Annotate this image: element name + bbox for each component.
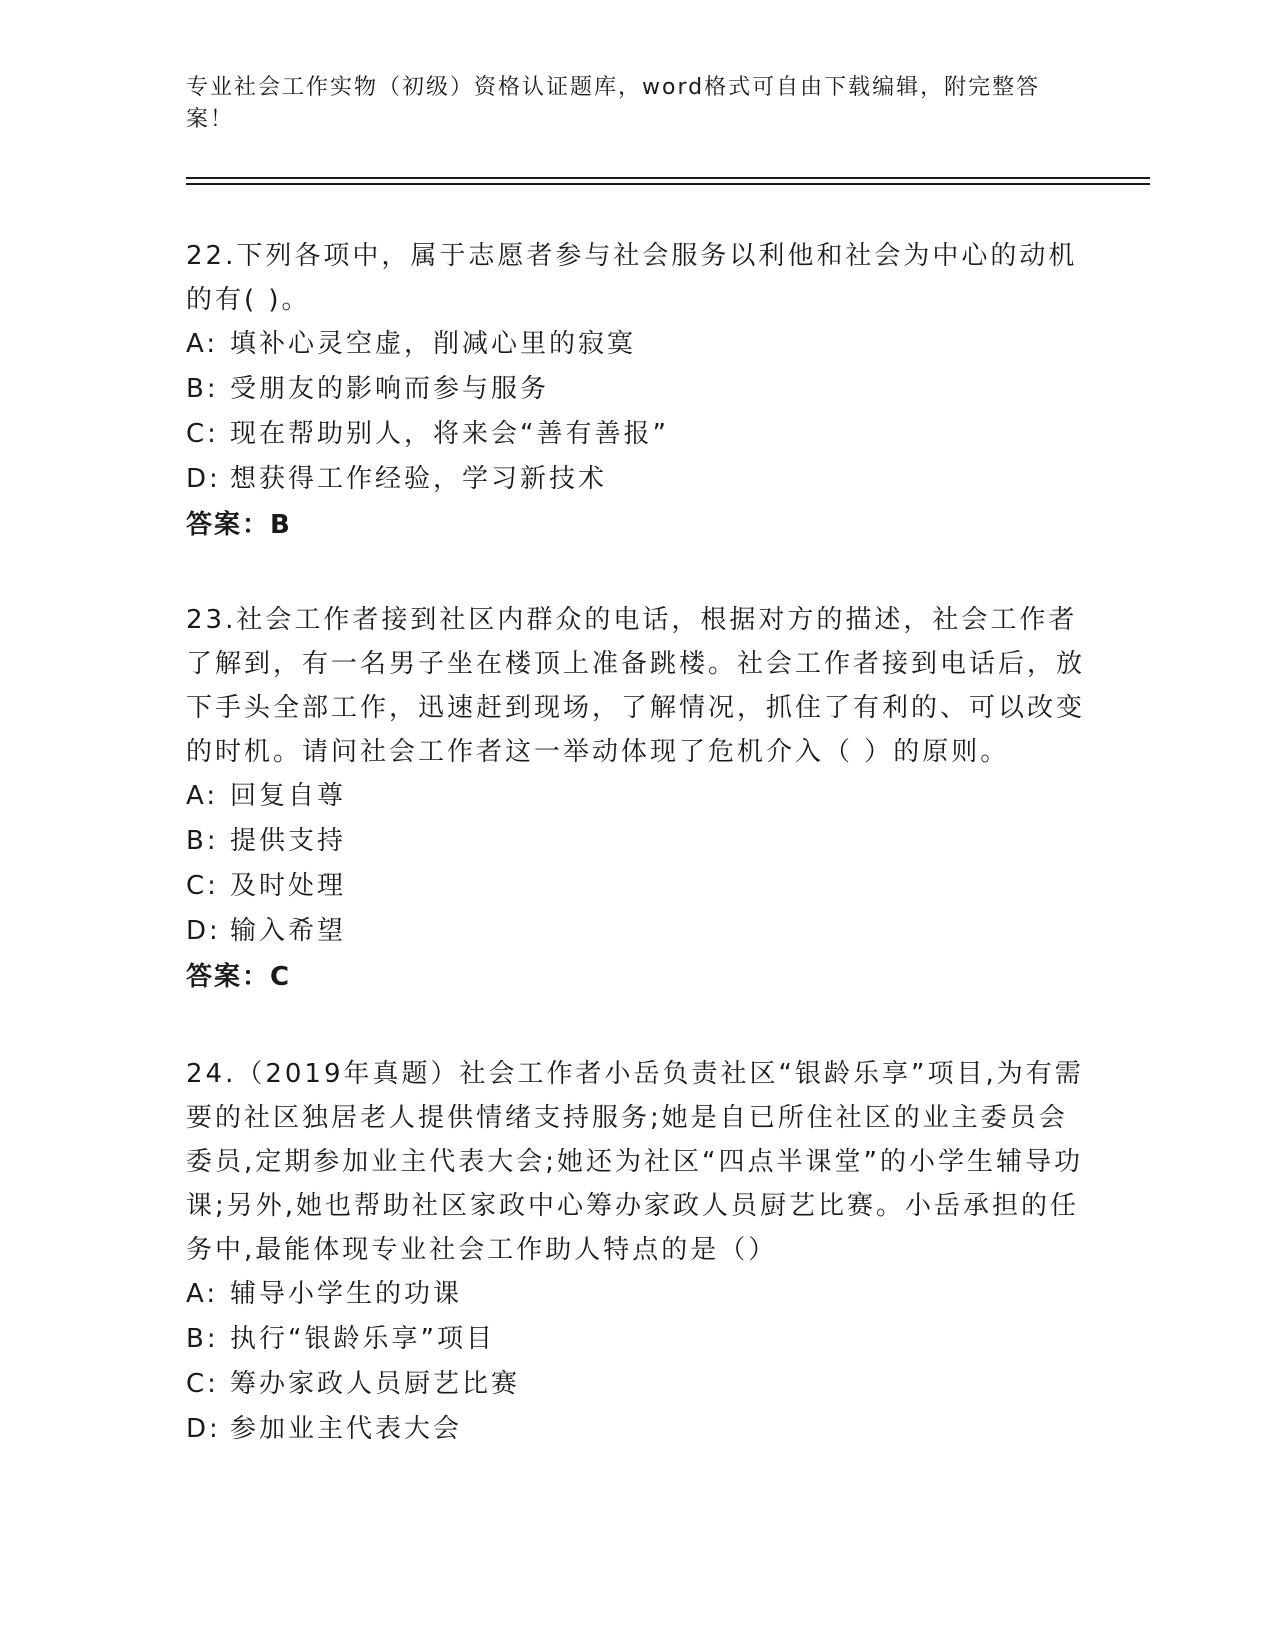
question-stem: 22.下列各项中，属于志愿者参与社会服务以利他和社会为中心的动机的有( )。	[186, 241, 1078, 315]
option-key: B:	[186, 1324, 219, 1354]
header-divider-bottom	[186, 183, 1150, 185]
option-text: 参加业主代表大会	[230, 1414, 463, 1444]
option-key: A:	[186, 781, 219, 811]
option-text: 筹办家政人员厨艺比赛	[230, 1369, 521, 1399]
option-a	[186, 322, 1086, 367]
option-key: A:	[186, 1279, 219, 1309]
option-text: 回复自尊	[230, 781, 347, 811]
option-d	[186, 457, 1086, 502]
option-text: 受朋友的影响而参与服务	[230, 374, 550, 404]
option-key: C:	[186, 1369, 219, 1399]
question-stem: 23.社会工作者接到社区内群众的电话，根据对方的描述，社会工作者了解到，有一名男子坐在楼顶上准备跳楼。社会工作者接到电话后，放下手头全部工作，迅速赶到现场，了解情况，抓住了有利的、可以改变的时机。请问社会工作者这一举动体现了危机介入（ ）的原则。	[186, 605, 1086, 767]
option-a	[186, 1272, 1086, 1317]
option-key: B:	[186, 374, 219, 404]
question-22	[186, 234, 1086, 548]
document-header: 专业社会工作实物（初级）资格认证题库，word格式可自由下载编辑，附完整答案！	[186, 75, 1041, 132]
option-text: 输入希望	[230, 916, 347, 946]
option-c	[186, 1362, 1086, 1407]
option-key: D:	[186, 464, 221, 494]
option-b	[186, 367, 1086, 412]
option-key: C:	[186, 419, 219, 449]
option-text: 填补心灵空虚，削减心里的寂寞	[230, 329, 637, 359]
option-text: 辅导小学生的功课	[230, 1279, 463, 1309]
question-23	[186, 598, 1086, 1000]
header-divider-top	[186, 177, 1150, 179]
option-text: 执行“银龄乐享”项目	[230, 1324, 495, 1354]
answer: 答案：C	[186, 962, 292, 992]
option-text: 提供支持	[230, 826, 347, 856]
option-text: 想获得工作经验，学习新技术	[230, 464, 608, 494]
option-a	[186, 774, 1086, 819]
option-key: C:	[186, 871, 219, 901]
option-b	[186, 1317, 1086, 1362]
option-key: D:	[186, 916, 221, 946]
answer: 答案：B	[186, 510, 292, 540]
option-b	[186, 819, 1086, 864]
option-text: 现在帮助别人，将来会“善有善报”	[230, 419, 669, 449]
option-d	[186, 909, 1086, 954]
option-c	[186, 412, 1086, 457]
question-24	[186, 1052, 1086, 1452]
option-d	[186, 1407, 1086, 1452]
option-key: B:	[186, 826, 219, 856]
option-key: D:	[186, 1414, 221, 1444]
question-stem: 24.（2019年真题）社会工作者小岳负责社区“银龄乐享”项目,为有需要的社区独居老人提供情绪支持服务;她是自已所住社区的业主委员会委员,定期参加业主代表大会;她还为社区“四点半课堂”的小学生辅导功课;另外,她也帮助社区家政中心筹办家政人员厨艺比赛。小岳承担的任务中,最能体现专业社会工作助人特点的是（）	[186, 1059, 1084, 1265]
option-key: A:	[186, 329, 219, 359]
option-c	[186, 864, 1086, 909]
option-text: 及时处理	[230, 871, 347, 901]
